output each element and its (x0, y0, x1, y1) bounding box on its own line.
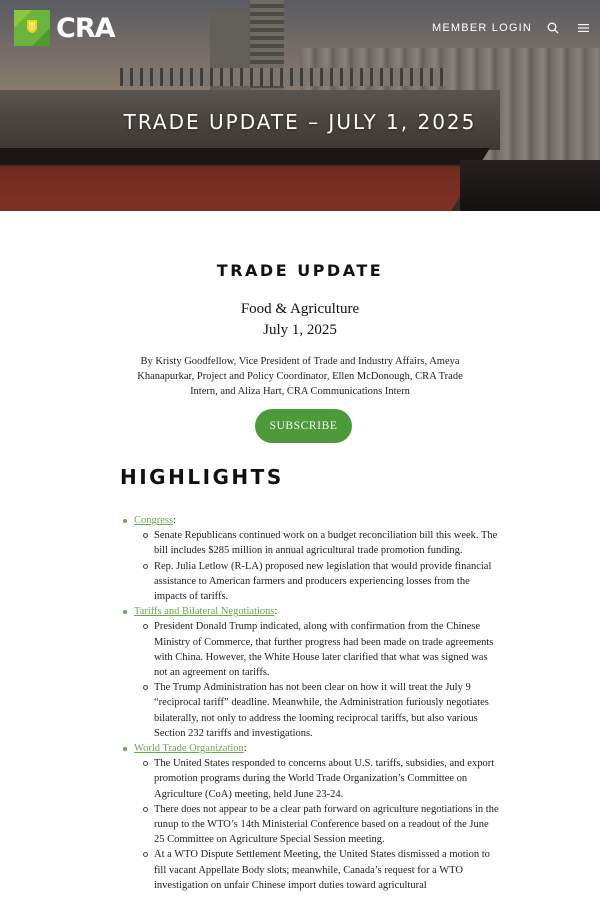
highlight-section-wto: World Trade Organization: The United States responded to concerns about U.S. tariffs, subsidies, and export promotion programs during the World Trade Organization’s Committee on Agriculture (CoA) meeting, held June 23-24. There does not appear to be a clear path forward on agriculture negotiations in the runup to the WTO’s 14th Ministerial Conference based on a readout of the June 25 Committee on Agriculture Special Session meeting. At a WTO Dispute Settlement Meeting, the United States dismissed a motion to fill vacant Appellate Body slots; meanwhile, Canada’s request for a WTO investigation on unfair Chinese import duties toward agricultural (120, 741, 500, 893)
list-item: There does not appear to be a clear path forward on agriculture negotiations in the runup to the WTO’s 14th Ministerial Conference based on a readout of the June 25 Committee on Agriculture Special Session meeting. (154, 802, 500, 848)
member-login-link[interactable]: MEMBER LOGIN (432, 22, 532, 34)
article-category: Food & Agriculture (240, 301, 360, 317)
article-subhead (0, 299, 600, 341)
article-title: TRADE UPDATE (216, 261, 384, 280)
article-byline: By Kristy Goodfellow, Vice President of Trade and Industry Affairs, Ameya Khanapurkar, Project and Policy Coordinator, Ellen McDonough, CRA Trade Intern, and Aliza Hart, CRA Communications Intern (137, 356, 463, 397)
highlight-section-tariffs: Tariffs and Bilateral Negotiations: President Donald Trump indicated, along with confirmation from the Chinese Ministry of Commerce, that further progress had been made on trade agreements with China. However, the White House later clarified that what was signed was not an agreement on tariffs. The Trump Administration has not been clear on how it will treat the July 9 “reciprocal tariff” deadline. Meanwhile, the Administration furiously negotiates bilaterally, not only to address the looming reciprocal tariffs, but also various Section 232 tariffs and investigations. (120, 604, 500, 741)
top-nav (432, 20, 592, 36)
congress-link[interactable]: Congress (134, 515, 174, 526)
tariffs-link[interactable]: Tariffs and Bilateral Negotiations (134, 606, 275, 618)
list-item: President Donald Trump indicated, along with confirmation from the Chinese Ministry of Commerce, that further progress had been made on trade agreements with China. However, the White House later clarified that what was signed was not an agreement on tariffs. (154, 619, 500, 680)
list-item: The Trump Administration has not been clear on how it will treat the July 9 “reciprocal tariff” deadline. Meanwhile, the Administration furiously negotiates bilaterally, not only to address the looming reciprocal tariffs, but also various Section 232 tariffs and investigations. (154, 680, 500, 741)
cra-logo-icon (14, 10, 50, 46)
logo-text: CRA (56, 12, 115, 44)
highlight-section-congress: Congress: Senate Republicans continued work on a budget reconciliation bill this week. The bill includes $285 million in annual agricultural trade promotion funding. Rep. Julia Letlow (R-LA) proposed new legislation that would provide financial assistance to American farmers and producers experiencing losses from the impacts of tariffs. (120, 513, 500, 604)
highlights-heading: HIGHLIGHTS (120, 465, 284, 489)
highlights-list (120, 513, 500, 893)
hamburger-menu-icon[interactable] (574, 20, 592, 36)
article-date: July 1, 2025 (263, 322, 337, 338)
wto-link[interactable]: World Trade Organization (134, 743, 244, 755)
list-item: At a WTO Dispute Settlement Meeting, the United States dismissed a motion to fill vacant Appellate Body slots; meanwhile, Canada’s request for a WTO investigation on unfair Chinese import duties toward agricultural (154, 847, 500, 893)
search-icon[interactable] (544, 20, 562, 36)
subscribe-button[interactable]: SUBSCRIBE (255, 409, 352, 443)
hero-title: TRADE UPDATE – JULY 1, 2025 (123, 110, 477, 134)
list-item: The United States responded to concerns about U.S. tariffs, subsidies, and export promotion programs during the World Trade Organization’s Committee on Agriculture (CoA) meeting, held June 23-24. (154, 756, 500, 802)
site-logo[interactable] (14, 10, 115, 46)
hero-banner (0, 0, 600, 211)
list-item: Senate Republicans continued work on a budget reconciliation bill this week. The bill includes $285 million in annual agricultural trade promotion funding. (154, 528, 500, 558)
list-item: Rep. Julia Letlow (R-LA) proposed new legislation that would provide financial assistance to American farmers and producers experiencing losses from the impacts of tariffs. (154, 559, 500, 605)
